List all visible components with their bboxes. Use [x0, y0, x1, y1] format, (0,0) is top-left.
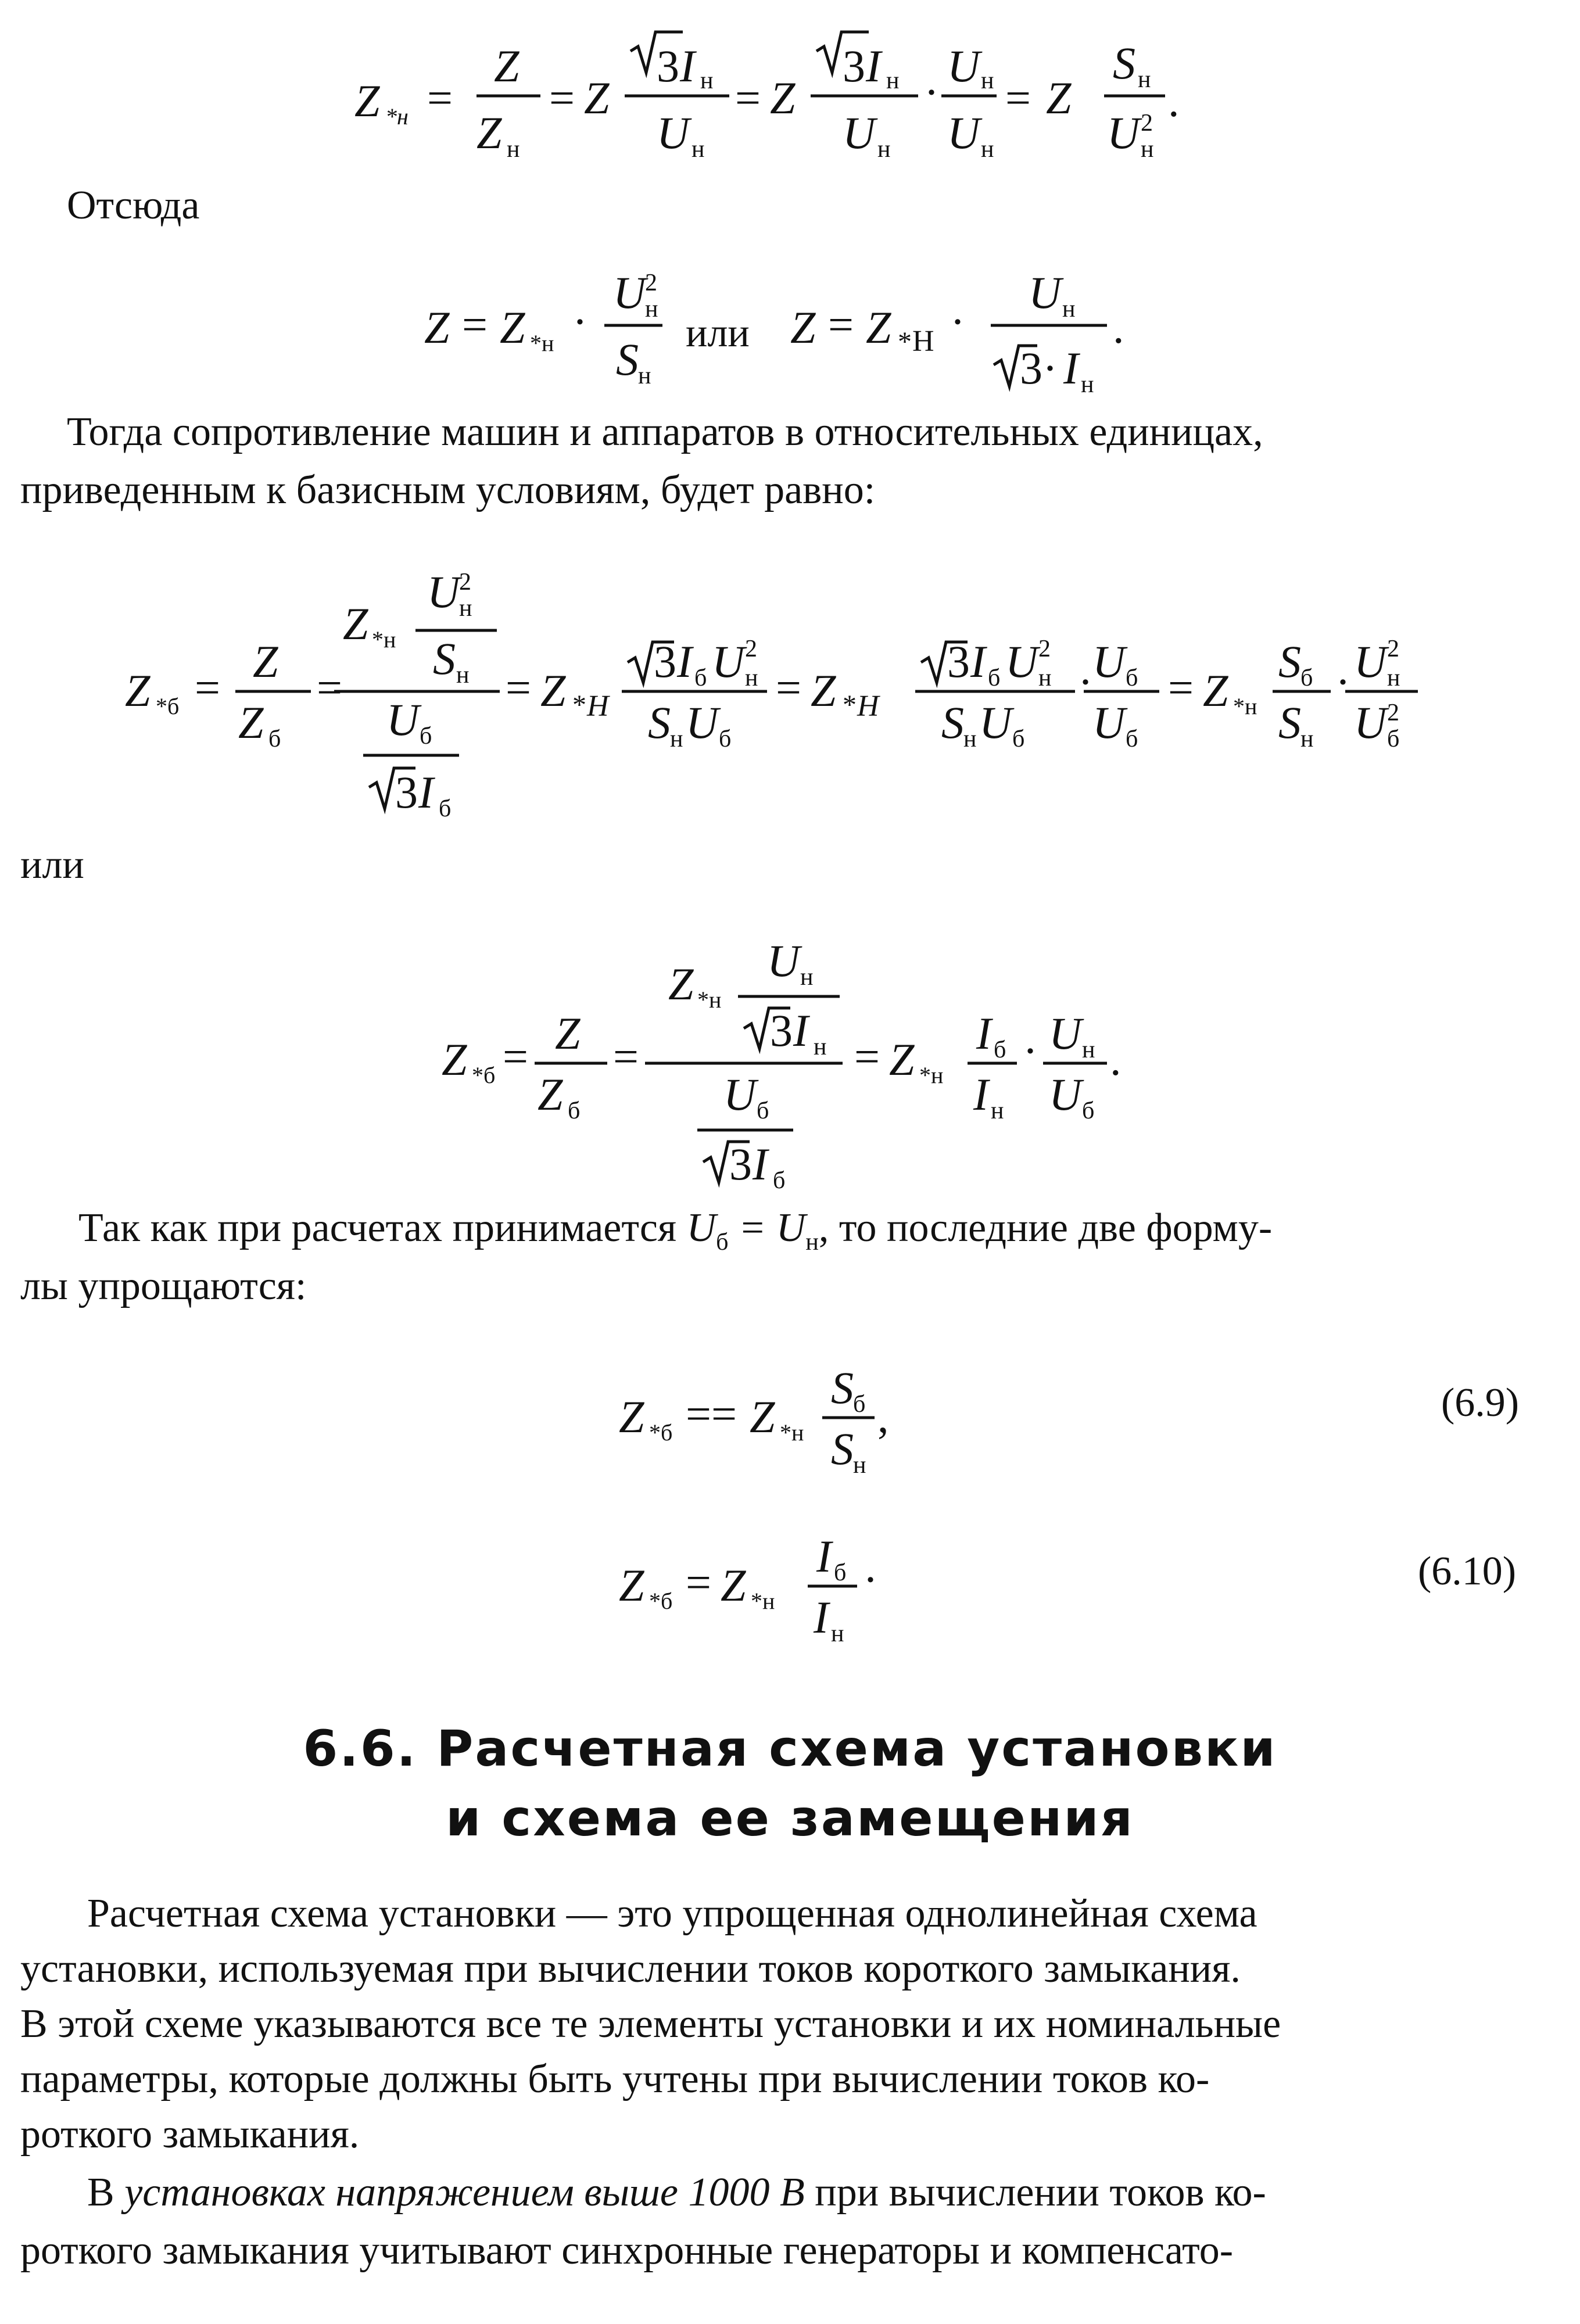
svg-text:Z: Z [619, 1391, 644, 1442]
svg-text:Z: Z [238, 697, 264, 748]
svg-text:3: 3 [654, 636, 676, 687]
svg-text:б: б [1126, 665, 1138, 691]
svg-text:=: = [506, 662, 531, 713]
svg-text:н: н [745, 665, 758, 691]
svg-text:б: б [1126, 726, 1138, 752]
svg-text:*н: *н [530, 330, 554, 356]
svg-text:·: · [1078, 657, 1093, 707]
svg-text:S: S [831, 1362, 854, 1413]
svg-text:3: 3 [843, 41, 865, 91]
svg-text:н: н [800, 964, 814, 991]
svg-text:*н: *н [751, 1588, 775, 1614]
svg-text:I: I [973, 1069, 988, 1120]
svg-text:3: 3 [395, 767, 418, 817]
svg-text:I: I [970, 636, 986, 687]
svg-text:Z: Z [354, 76, 380, 126]
svg-text:Z: Z [343, 598, 368, 649]
svg-text:H: H [587, 690, 609, 723]
svg-text:I: I [816, 1531, 832, 1581]
svg-text:б: б [1387, 726, 1400, 752]
svg-text:б: б [439, 795, 452, 822]
svg-text:б: б [1082, 1098, 1095, 1124]
svg-text:2: 2 [1387, 700, 1399, 726]
svg-text:Z: Z [424, 302, 450, 353]
svg-text:б: б [853, 1391, 866, 1418]
para1-line5: роткого замыкания. [20, 2112, 360, 2157]
svg-text:Z: Z [125, 665, 151, 716]
svg-text:I: I [680, 41, 695, 91]
svg-text:н: н [877, 136, 891, 163]
svg-text:U: U [1005, 636, 1038, 687]
svg-text:н: н [963, 726, 977, 752]
svg-text:U: U [386, 694, 420, 745]
text-ili-inline: или [686, 311, 750, 356]
svg-text:н: н [456, 662, 470, 688]
svg-text:*: * [572, 690, 586, 720]
svg-text:Z: Z [1203, 665, 1228, 716]
svg-text:I: I [677, 636, 692, 687]
svg-text:н: н [1038, 665, 1052, 691]
svg-text:Z: Z [750, 1391, 775, 1442]
svg-text:=: = [828, 299, 854, 350]
svg-text:=: = [503, 1031, 528, 1082]
svg-text:U: U [1107, 107, 1140, 158]
text-tak-kak-suffix: , то последние две форму- [818, 1206, 1273, 1250]
svg-text:б: б [420, 723, 432, 749]
svg-text:3: 3 [947, 636, 970, 687]
svg-text:Z: Z [500, 302, 525, 353]
svg-text:Z: Z [721, 1560, 746, 1611]
svg-text:Z: Z [770, 73, 796, 123]
equation-3 [125, 566, 1400, 822]
svg-text:I: I [793, 1005, 808, 1056]
svg-text:н: н [645, 296, 658, 322]
svg-text:=: = [854, 1031, 880, 1082]
svg-text:·: · [924, 67, 939, 117]
svg-text:2: 2 [1387, 636, 1399, 662]
svg-text:б: б [988, 665, 1001, 691]
svg-text:*н: *н [780, 1419, 804, 1446]
svg-text:Z: Z [494, 41, 519, 91]
text-ili: или [20, 842, 84, 887]
svg-text:б: б [773, 1167, 786, 1194]
svg-text:б: б [568, 1098, 581, 1124]
svg-text:U: U [1092, 697, 1126, 748]
text-togda-line2: приведенным к базисным условиям, будет равно: [20, 468, 876, 512]
svg-text:·: · [572, 296, 587, 347]
svg-text:·: · [950, 296, 965, 347]
svg-text:б: б [757, 1098, 769, 1124]
svg-text:=: = [427, 73, 453, 123]
svg-text:н: н [981, 67, 994, 94]
svg-text:б: б [1300, 665, 1313, 691]
equation-6-10 [619, 1531, 878, 1647]
svg-text:U: U [947, 107, 980, 158]
svg-text:U: U [712, 636, 745, 687]
svg-text:Z: Z [476, 107, 502, 158]
svg-text:Z: Z [889, 1034, 915, 1085]
text-otsyuda: Отсюда [67, 183, 200, 228]
svg-text:н: н [638, 363, 651, 389]
svg-text:Z: Z [555, 1008, 581, 1059]
svg-text:=: = [613, 1031, 639, 1082]
svg-text:*б: *б [649, 1419, 673, 1446]
svg-text:=: = [549, 73, 575, 123]
svg-text:U: U [657, 107, 690, 158]
svg-text:U: U [767, 935, 800, 986]
equation-1 [354, 38, 1180, 163]
svg-text:S: S [941, 697, 964, 748]
svg-text:S: S [1278, 697, 1301, 748]
svg-text:U: U [613, 267, 646, 318]
svg-text:б: б [694, 665, 707, 691]
svg-text:Z: Z [811, 665, 836, 716]
text-tak-kak-line2: лы упрощаются: [20, 1264, 307, 1308]
svg-text:н: н [991, 1098, 1004, 1124]
svg-text:н: н [1141, 136, 1154, 163]
svg-text:U: U [843, 107, 876, 158]
svg-text:U: U [686, 697, 719, 748]
svg-text:Н: Н [912, 325, 934, 358]
equation-6-9 [619, 1362, 889, 1479]
svg-text:2: 2 [645, 270, 657, 296]
svg-text:н: н [700, 67, 714, 94]
svg-text:.: . [1110, 1034, 1122, 1085]
svg-text:*н: *н [372, 626, 396, 652]
svg-text:I: I [753, 1139, 768, 1189]
svg-text:=: = [735, 73, 761, 123]
svg-text:·: · [863, 1554, 878, 1605]
svg-text:U: U [1049, 1008, 1082, 1059]
svg-text:=: = [776, 662, 801, 713]
svg-text:U: U [1049, 1069, 1082, 1120]
svg-text:U: U [723, 1069, 757, 1120]
svg-text:н: н [459, 595, 472, 622]
svg-text:U: U [1354, 636, 1387, 687]
text-togda-line1: Тогда сопротивление машин и аппаратов в относительных единицах, [67, 410, 1263, 454]
svg-text:н: н [1387, 665, 1400, 691]
svg-text:*б: *б [156, 693, 180, 719]
svg-text:=: = [462, 299, 488, 350]
svg-text:н: н [831, 1620, 844, 1647]
svg-text:3: 3 [729, 1139, 752, 1189]
svg-text:*н: *н [1233, 693, 1257, 719]
svg-text:н: н [1081, 371, 1094, 398]
svg-text:=: = [317, 662, 342, 713]
svg-text:=: = [686, 1557, 711, 1608]
svg-text:=: = [195, 662, 220, 713]
svg-text:3: 3 [657, 41, 679, 91]
svg-text:н: н [1082, 1037, 1095, 1063]
svg-text:н: н [670, 726, 683, 752]
svg-text:Z: Z [1046, 73, 1072, 123]
svg-text:I: I [418, 767, 433, 817]
text-tak-kak-line1 [78, 1203, 1272, 1258]
svg-text:U: U [427, 566, 460, 617]
svg-text:н: н [1300, 726, 1314, 752]
svg-text:2: 2 [459, 569, 471, 596]
para2-suffix: при вычислении токов ко- [815, 2170, 1266, 2215]
svg-text:2: 2 [1038, 636, 1051, 662]
para2-italic: установках напряжением выше 1000 В [124, 2170, 805, 2215]
svg-text:2: 2 [745, 636, 757, 662]
svg-text:H: H [857, 690, 879, 723]
svg-text:*: * [843, 690, 857, 720]
svg-text:U: U [1354, 697, 1387, 748]
svg-text:н: н [507, 136, 520, 163]
svg-text:Z: Z [866, 302, 891, 353]
svg-text:2: 2 [1141, 110, 1153, 137]
svg-text:*: * [898, 327, 912, 357]
svg-text:U: U [979, 697, 1012, 748]
svg-text:Z: Z [668, 959, 694, 1009]
svg-text:U: U [947, 41, 980, 91]
svg-text:Z: Z [442, 1034, 467, 1085]
svg-text:I: I [866, 41, 881, 91]
svg-text:н: н [1138, 66, 1151, 93]
svg-text:I: I [976, 1008, 991, 1059]
para2-line2: роткого замыкания учитывают синхронные генераторы и компенсато- [20, 2228, 1234, 2273]
svg-text:U: U [1029, 267, 1062, 318]
svg-text:б: б [834, 1559, 847, 1586]
svg-text:I: I [1063, 343, 1079, 393]
svg-text:Z: Z [540, 665, 566, 716]
svg-text:Z: Z [790, 302, 816, 353]
section-title-line2: и схема ее замещения [446, 1789, 1134, 1848]
svg-text:н: н [814, 1034, 827, 1060]
svg-text:*б: *б [649, 1588, 673, 1614]
svg-text:н: н [886, 67, 900, 94]
svg-text:н: н [1062, 296, 1076, 322]
svg-text:*н: *н [385, 103, 409, 130]
svg-text:б: б [268, 726, 281, 752]
svg-text:·: · [1023, 1025, 1038, 1076]
svg-text:.: . [1168, 76, 1180, 126]
svg-text:S: S [433, 633, 456, 684]
svg-text:*н: *н [919, 1062, 944, 1088]
section-title-line1: 6.6. Расчетная схема установки [303, 1720, 1277, 1778]
svg-text:=: = [1005, 73, 1031, 123]
para1-line1: Расчетная схема установки — это упрощенная однолинейная схема [87, 1891, 1257, 1936]
svg-text:3: 3 [770, 1005, 793, 1056]
text-tak-kak-prefix: Так как при расчетах принимается [78, 1206, 677, 1250]
svg-text:Z: Z [538, 1069, 563, 1120]
para2-prefix: В [87, 2170, 114, 2215]
svg-text:б: б [719, 726, 732, 752]
para2-line1 [87, 2167, 1266, 2218]
svg-text:*н: *н [697, 987, 722, 1013]
equation-number-6-10: (6.10) [1418, 1549, 1517, 1594]
svg-text:н: н [981, 136, 994, 163]
equation-number-6-9: (6.9) [1441, 1380, 1520, 1425]
svg-text:·: · [1335, 657, 1350, 707]
svg-text:н: н [692, 136, 705, 163]
svg-text:S: S [648, 697, 671, 748]
svg-text:S: S [1278, 636, 1301, 687]
svg-text:U: U [1092, 636, 1126, 687]
para1-line3: В этой схеме указываются все те элементы установки и их номинальные [20, 2002, 1281, 2046]
svg-text:S: S [616, 334, 639, 385]
svg-text:н: н [853, 1452, 866, 1479]
svg-text:,: , [877, 1391, 889, 1442]
svg-text:Z: Z [584, 73, 610, 123]
svg-text:б: б [994, 1037, 1006, 1063]
svg-text:I: I [814, 1592, 829, 1642]
svg-text:Z: Z [619, 1560, 644, 1611]
svg-text:3·: 3· [1020, 343, 1058, 393]
svg-text:.: . [1113, 302, 1124, 353]
svg-text:S: S [1113, 38, 1135, 88]
svg-text:==: == [686, 1389, 737, 1439]
svg-text:Z: Z [253, 636, 278, 687]
equation-2 [424, 267, 1124, 398]
inline-formula: $U_б = U_н$ [686, 1206, 819, 1256]
para1-line4: параметры, которые должны быть учтены при вычислении токов ко- [20, 2057, 1210, 2101]
svg-text:=: = [1168, 662, 1194, 713]
svg-text:б: б [1012, 726, 1025, 752]
para1-line2: установки, используемая при вычислении токов короткого замыкания. [20, 1946, 1241, 1991]
svg-text:*б: *б [472, 1062, 496, 1088]
svg-text:S: S [831, 1423, 854, 1474]
